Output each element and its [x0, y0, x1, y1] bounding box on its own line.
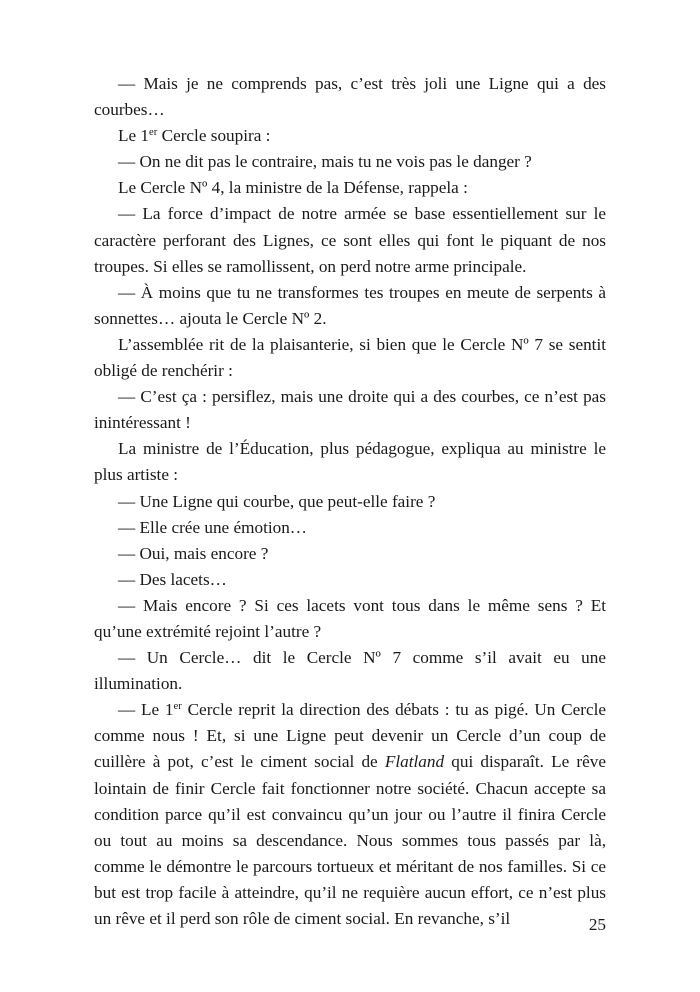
paragraph-3: — On ne dit pas le contraire, mais tu ne vois pas le danger ?	[118, 152, 532, 172]
paragraph-1: — Mais je ne comprends pas, c’est très joli une Ligne qui a des courbes…	[94, 74, 606, 120]
superscript-er: er	[149, 127, 158, 139]
paragraph-8: — C’est ça : persiflez, mais une droite qui a des courbes, ce n’est pas inintéressant !	[94, 387, 606, 433]
paragraph-16: — Le 1er Cercle reprit la direction des débats : tu as pigé. Un Cercle comme nous ! Et, si une Ligne peut devenir un Cercle d’un coup de cuillère à pot, c’est le ciment social de Flatland qui disparaît. Le rêve lointain de finir Cercle fait fonctionner notre société. Chacun accepte sa condition parce qu’il est convaincu qu’un jour ou l’autre il finira Cercle ou tout au moins sa descendance. Nous sommes tous passés par là, comme le démontre le parcours tortueux et méritant de nos familles. Si ce but est trop facile à atteindre, qu’il ne requière aucun effort, ce n’est plus un rêve et il perd son rôle de ciment social. En revanche, s’il	[94, 700, 606, 928]
paragraph-6: — À moins que tu ne transformes tes troupes en meute de serpents à sonnettes… ajouta le Cercle Nº 2.	[94, 282, 606, 328]
paragraph-5: — La force d’impact de notre armée se base essentiellement sur le caractère perforant des Lignes, ce sont elles qui font le piquant de nos troupes. Si elles se ramollissent, on perd notre arme principale.	[94, 204, 606, 276]
paragraph-13: — Des lacets…	[118, 569, 227, 589]
italic-title: Flatland	[384, 752, 445, 772]
page-number: 25	[588, 915, 606, 934]
paragraph-11: — Elle crée une émotion…	[118, 517, 307, 537]
paragraph-14: — Mais encore ? Si ces lacets vont tous dans le même sens ? Et qu’une extrémité rejoint l’autre ?	[94, 595, 606, 641]
body-text	[94, 71, 606, 932]
paragraph-9: La ministre de l’Éducation, plus pédagogue, expliqua au ministre le plus artiste :	[94, 439, 606, 485]
paragraph-2: Le 1er Cercle soupira :	[118, 126, 271, 146]
paragraph-12: — Oui, mais encore ?	[118, 543, 269, 563]
paragraph-4: Le Cercle Nº 4, la ministre de la Défense, rappela :	[118, 178, 468, 198]
paragraph-10: — Une Ligne qui courbe, que peut-elle faire ?	[118, 491, 436, 511]
superscript-er: er	[173, 701, 182, 713]
paragraph-15: — Un Cercle… dit le Cercle Nº 7 comme s’il avait eu une illumination.	[94, 648, 606, 694]
paragraph-7: L’assemblée rit de la plaisanterie, si bien que le Cercle Nº 7 se sentit obligé de renchérir :	[94, 334, 606, 381]
